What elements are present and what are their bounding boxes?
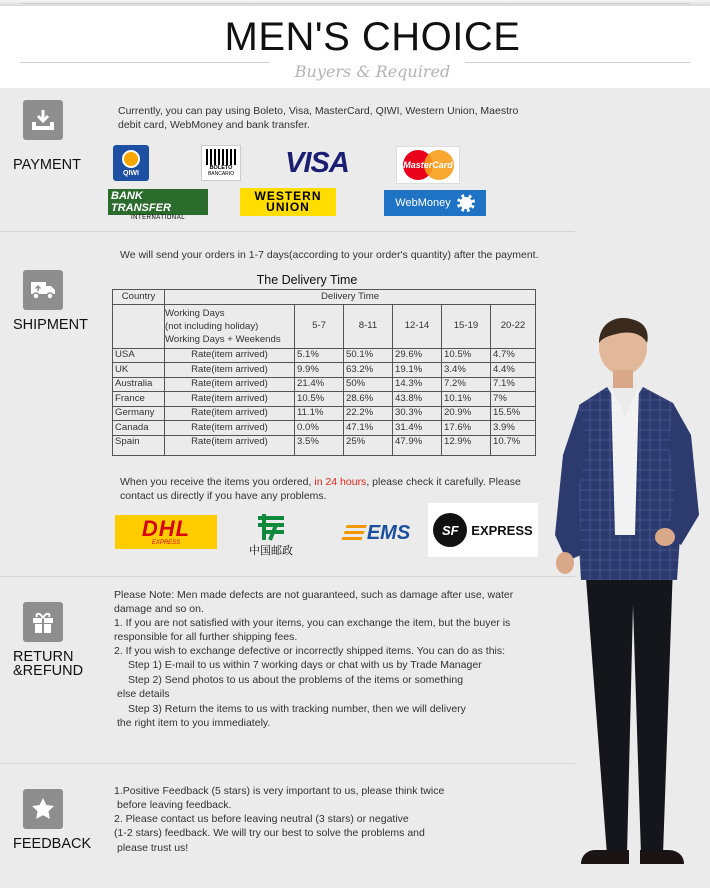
table-row [113, 406, 536, 421]
feedback-line: 2. Please contact us before leaving neutral (3 stars) or negative [114, 813, 409, 825]
section-divider [0, 231, 575, 232]
feedback-line: (1-2 stars) feedback. We will try our best to solve the problems and [114, 827, 425, 839]
western-union-logo [240, 188, 336, 216]
visa-text: VISA [285, 146, 349, 179]
value-cell: 31.4% [393, 421, 442, 436]
barcode-icon [206, 149, 236, 165]
dhl-logo [115, 515, 217, 549]
value-cell: 7.1% [491, 377, 536, 392]
value-cell: 5.1% [295, 348, 344, 363]
western-union-subtext: UNION [266, 200, 310, 214]
receive-note-pre: When you receive the items you ordered, [120, 476, 315, 488]
value-cell: 50.1% [344, 348, 393, 363]
sf-text: SF [441, 522, 459, 538]
days-line1: Working Days [165, 307, 225, 319]
qiwi-text: QIWI [123, 169, 139, 177]
value-cell: 4.7% [491, 348, 536, 363]
table-row [113, 348, 536, 363]
value-cell: 14.3% [393, 377, 442, 392]
value-cell: 50% [344, 377, 393, 392]
dhl-text: DHL [141, 516, 191, 541]
receive-note-line2: contact us directly if you have any problems. [120, 490, 327, 502]
working-days-header [165, 304, 295, 348]
feedback-line: 1.Positive Feedback (5 stars) is very important to us, please think twice [114, 785, 445, 797]
webmoney-text: WebMoney [395, 197, 451, 209]
male-model-photo [545, 315, 710, 888]
table-row [113, 363, 536, 378]
value-cell: 22.2% [344, 406, 393, 421]
range-header: 12-14 [393, 304, 442, 348]
range-header: 15-19 [442, 304, 491, 348]
value-cell: 21.4% [295, 377, 344, 392]
value-cell: 20.9% [442, 406, 491, 421]
dhl-subtext: EXPRESS [151, 540, 181, 546]
bank-transfer-text: BANK TRANSFER [108, 189, 208, 215]
value-cell: 12.9% [442, 435, 491, 455]
return-label-line2: &REFUND [13, 663, 84, 679]
value-cell: 10.5% [442, 348, 491, 363]
return-line: responsible for all further shipping fees. [114, 631, 298, 643]
table-row [113, 421, 536, 436]
country-cell: Germany [113, 406, 165, 421]
delivery-table [112, 289, 536, 456]
table-row [113, 435, 536, 455]
china-post-text: 中国邮政 [249, 544, 293, 557]
value-cell: 3.5% [295, 435, 344, 455]
section-divider [0, 576, 575, 577]
value-cell: 9.9% [295, 363, 344, 378]
boleto-subtext: BANCARIO [207, 171, 235, 177]
days-line2: (not including holiday) [165, 320, 259, 332]
range-header: 5-7 [295, 304, 344, 348]
table-row [113, 392, 536, 407]
value-cell: 17.6% [442, 421, 491, 436]
value-cell: 30.3% [393, 406, 442, 421]
ems-speed-icon [341, 525, 367, 541]
rate-label-cell: Rate(item arrived) [165, 392, 295, 407]
range-header: 20-22 [491, 304, 536, 348]
western-union-text: WESTERN [254, 189, 322, 203]
range-header: 8-11 [344, 304, 393, 348]
table-header-row [113, 290, 536, 305]
return-line: 2. If you wish to exchange defective or incorrectly shipped items. You can do as this: [114, 645, 506, 657]
webmoney-globe-icon [457, 194, 475, 212]
sf-circle-icon [433, 513, 467, 547]
sf-express-logo [428, 503, 538, 557]
value-cell: 19.1% [393, 363, 442, 378]
bank-transfer-subtext: INTERNATIONAL [130, 215, 186, 221]
value-cell: 7.2% [442, 377, 491, 392]
rate-label-cell: Rate(item arrived) [165, 435, 295, 455]
value-cell: 29.6% [393, 348, 442, 363]
value-cell: 0.0% [295, 421, 344, 436]
days-line3: Working Days + Weekends [165, 333, 281, 345]
return-line: Step 3) Return the items to us with tracking number, then we will delivery [128, 703, 466, 715]
boleto-logo [201, 145, 241, 181]
return-line: damage and so on. [114, 603, 204, 615]
country-cell: Spain [113, 435, 165, 455]
section-divider [0, 763, 575, 764]
receive-note-highlight: in 24 hours [314, 476, 367, 488]
value-cell: 11.1% [295, 406, 344, 421]
return-line: Step 1) E-mail to us within 7 working days or chat with us by Trade Manager [128, 659, 482, 671]
china-post-icon [254, 512, 288, 542]
country-cell: France [113, 392, 165, 407]
payment-text-line2: debit card, WebMoney and bank transfer. [118, 119, 310, 131]
qiwi-circle-icon [122, 150, 140, 168]
return-line: the right item to you immediately. [117, 717, 271, 729]
return-line: else details [117, 688, 170, 700]
country-cell: UK [113, 363, 165, 378]
feedback-star-icon [23, 789, 63, 829]
rate-label-cell: Rate(item arrived) [165, 348, 295, 363]
return-label-line1: RETURN [13, 649, 74, 665]
webmoney-logo [384, 190, 486, 216]
return-gift-icon [23, 602, 63, 642]
ems-text: EMS [366, 521, 411, 544]
value-cell: 3.4% [442, 363, 491, 378]
value-cell: 15.5% [491, 406, 536, 421]
country-header: Country [113, 290, 165, 305]
value-cell: 47.9% [393, 435, 442, 455]
value-cell: 10.5% [295, 392, 344, 407]
value-cell: 7% [491, 392, 536, 407]
return-line: 1. If you are not satisfied with your items, you can exchange the item, but the buyer is [114, 617, 511, 629]
value-cell: 3.9% [491, 421, 536, 436]
shipment-intro: We will send your orders in 1-7 days(according to your order's quantity) after the payment. [120, 249, 539, 261]
country-cell: USA [113, 348, 165, 363]
receive-note-line1 [120, 475, 521, 490]
value-cell: 10.7% [491, 435, 536, 455]
rate-label-cell: Rate(item arrived) [165, 377, 295, 392]
receive-note-post: , please check it carefully. Please [366, 476, 521, 488]
shipment-label: SHIPMENT [13, 317, 88, 333]
rate-label-cell: Rate(item arrived) [165, 363, 295, 378]
feedback-line: please trust us! [117, 842, 189, 854]
page-title: MEN'S CHOICE [224, 15, 521, 59]
qiwi-logo [113, 145, 149, 181]
page-subtitle: Buyers & Required [294, 62, 451, 81]
shipment-truck-icon [23, 270, 63, 310]
rate-label-cell: Rate(item arrived) [165, 421, 295, 436]
feedback-label: FEEDBACK [13, 836, 92, 852]
bank-transfer-logo [108, 190, 208, 221]
value-cell: 28.6% [344, 392, 393, 407]
value-cell: 10.1% [442, 392, 491, 407]
payment-label: PAYMENT [13, 157, 81, 173]
return-line: Step 2) Send photos to us about the problems of the items or something [128, 674, 464, 686]
mastercard-logo [396, 146, 460, 184]
return-line: Please Note: Men made defects are not guaranteed, such as damage after use, water [114, 589, 514, 601]
ems-logo [340, 518, 414, 548]
feedback-line: before leaving feedback. [117, 799, 232, 811]
delivery-time-header: Delivery Time [165, 290, 536, 305]
visa-logo [280, 147, 354, 179]
rate-label-cell: Rate(item arrived) [165, 406, 295, 421]
delivery-table-title: The Delivery Time [256, 273, 358, 287]
table-subheader-row [113, 304, 536, 348]
value-cell: 25% [344, 435, 393, 455]
table-row [113, 377, 536, 392]
mastercard-text: MasterCard [403, 160, 453, 170]
value-cell: 43.8% [393, 392, 442, 407]
payment-download-icon [23, 100, 63, 140]
empty-cell [113, 304, 165, 348]
value-cell: 47.1% [344, 421, 393, 436]
payment-text-line1: Currently, you can pay using Boleto, Visa, MasterCard, QIWI, Western Union, Maestro [118, 105, 519, 117]
boleto-text: BOLETO [209, 165, 233, 171]
country-cell: Canada [113, 421, 165, 436]
china-post-logo [240, 508, 302, 562]
country-cell: Australia [113, 377, 165, 392]
sf-express-text: EXPRESS [471, 522, 533, 538]
value-cell: 4.4% [491, 363, 536, 378]
value-cell: 63.2% [344, 363, 393, 378]
